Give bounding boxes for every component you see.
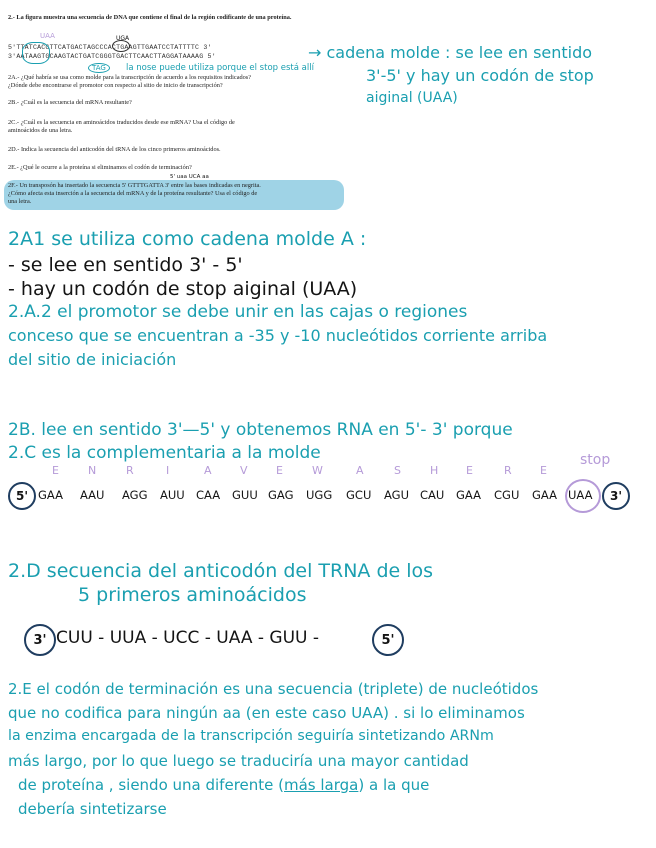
question-2b: 2B.- ¿Cuál es la secuencia del mRNA resultante? [8,99,132,106]
amino-letter: E [466,464,473,477]
amino-letter: V [240,464,248,477]
amino-letter: E [540,464,547,477]
question-2f-line3: una letra. [8,198,32,205]
answer-2e-line2: que no codifica para ningún aa (en este caso UAA) . si lo eliminamos [8,704,525,722]
uga-annotation: UGA [116,35,130,42]
answer-2e-line3: la enzima encargada de la transcripción seguiría sintetizando ARNm [8,728,494,744]
answer-2d-line1: 2.D secuencia del anticodón del TRNA de los [8,560,434,582]
three-prime-marker: 3' [602,482,630,510]
answer-2a2-line2: conceso que se encuentran a -35 y -10 nucleótidos corriente arriba [8,326,548,345]
question-2f-line1: 2F.- Un transposón ha insertado la secuencia 5' GTTTGATTA 3' entre las bases indicadas en negrita. [8,182,261,189]
answer-2e-line5: de proteína , siendo una diferente (más larga) a la que [18,776,430,794]
answer-2a2-line3: del sitio de iniciación [8,350,177,369]
answer-2a2-line1: 2.A.2 el promotor se debe unir en las cajas o regiones [8,302,468,322]
dna-strand-top: 5'TTATCACGTTCATGACTAGCCCACTGAAGTTGAATCCTATTTTC 3' [8,44,212,51]
codon: UGG [306,488,333,502]
codon: GAA [456,488,481,502]
uaa-annotation: UAA [40,32,55,40]
dna-strand-bottom: 3'AATAAGTGCAAGTACTGATCGGGTGACTTCAACTTAGGATAAAAG 5' [8,53,216,60]
answer-2a1-bullet1: - se lee en sentido 3' - 5' [8,254,243,276]
question-2c-line1: 2C.- ¿Cuál es la secuencia en aminoácidos traducidos desde ese mRNA? Usa el código de [8,119,235,126]
answer-2b: 2B. lee en sentido 3'—5' y obtenemos RNA en 5'- 3' porque [8,420,513,440]
amino-letter: I [166,464,170,477]
question-2a-line1: 2A.- ¿Qué habría se usa como molde para la transcripción de acuerdo a los requisitos indicados? [8,74,252,81]
answer-2e-line4: más largo, por lo que luego se traduciría una mayor cantidad [8,752,469,770]
amino-letter: R [126,464,134,477]
amino-letter: E [276,464,283,477]
answer-2e-line1: 2.E el codón de terminación es una secuencia (triplete) de nucleótidos [8,680,539,698]
question-2e: 2E.- ¿Qué le ocurre a la proteína si eliminamos el codón de terminación? [8,164,192,171]
codon: AGG [122,488,148,502]
arrow-note-line3: aiginal (UAA) [366,90,458,106]
amino-letter: W [312,464,323,477]
codon: CAU [420,488,445,502]
answer-2d-line2: 5 primeros aminoácidos [78,584,307,606]
amino-letter: N [88,464,97,477]
codon: AGU [384,488,409,502]
arrow-note-line2: 3'-5' y hay un codón de stop [366,66,594,85]
tag-circle: TAG [88,63,110,73]
codon: AAU [80,488,105,502]
anticodon-five-prime: 5' [372,624,404,656]
codon: CGU [494,488,520,502]
amino-letter: A [356,464,364,477]
codon: GAA [38,488,63,502]
no-se-puede-note: la nose puede utiliza porque el stop está allí [126,63,314,73]
five-prime-marker: 5' [8,482,36,510]
answer-2a1-bullet2: - hay un codón de stop aiginal (UAA) [8,278,358,300]
codon: GCU [346,488,372,502]
question-2d: 2D.- Indica la secuencia del anticodón del tRNA de los cinco primeros aminoácidos. [8,146,221,153]
answer-2c: 2.C es la complementaria a la molde [8,443,321,463]
question-2a-line2: ¿Dónde debe encontrarse el promotor con respecto al sitio de inicio de transcripción? [8,82,223,89]
amino-letter: H [430,464,439,477]
underlined-mas-larga: más larga [284,776,359,794]
highlight-circle [22,42,50,64]
question-2f-line2: ¿Cómo afecta esta inserción a la secuencia del mRNA y de la proteína resultante? Usa el código de [8,190,258,197]
amino-letter: R [504,464,512,477]
anticodon-three-prime: 3' [24,624,56,656]
answer-2e-line6: debería sintetizarse [18,800,167,818]
codon: GUU [232,488,258,502]
question-2-intro: 2.- La figura muestra una secuencia de DNA que contiene el final de la región codificante de una proteína. [8,14,292,21]
codon: CAA [196,488,221,502]
amino-letter: S [394,464,401,477]
codon: GAG [268,488,294,502]
stop-label: stop [580,452,611,468]
question-2c-line2: aminoácidos de una letra. [8,127,73,134]
anticodon-sequence: CUU - UUA - UCC - UAA - GUU - [56,628,319,648]
amino-letter: E [52,464,59,477]
small-top-note: 5' uaa UCA aa [170,174,209,180]
codon: AUU [160,488,185,502]
stop-codon: UAA [568,488,593,502]
answer-2a1-title: 2A1 se utiliza como cadena molde A : [8,228,367,250]
arrow-note-line1: → cadena molde : se lee en sentido [308,43,593,62]
amino-letter: A [204,464,212,477]
codon: GAA [532,488,557,502]
